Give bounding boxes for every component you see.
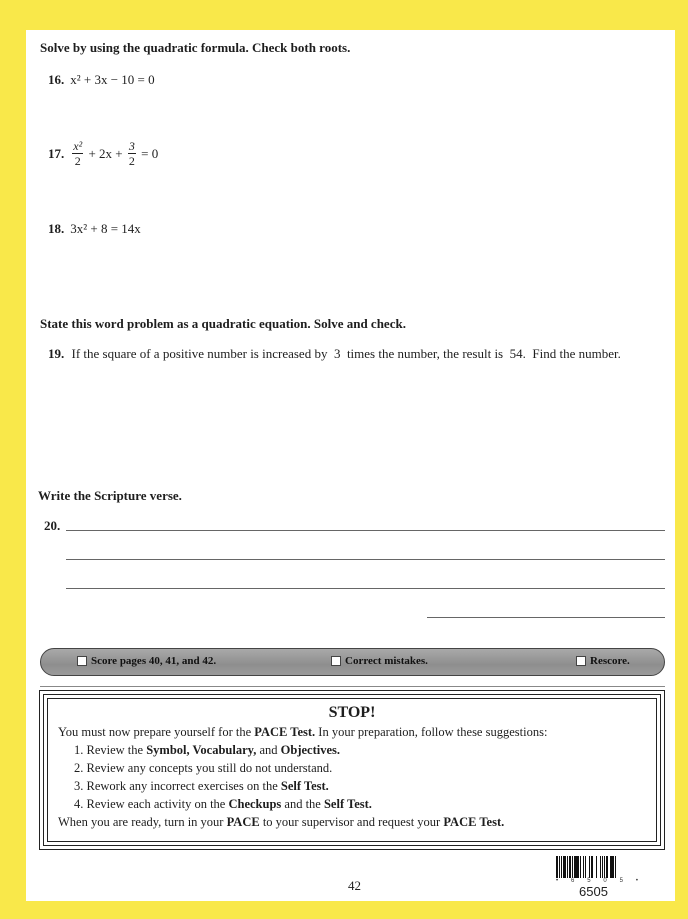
divider	[40, 686, 665, 687]
score-bar	[40, 648, 665, 676]
problem-18	[48, 221, 141, 237]
section-heading-quadratic-formula: Solve by using the quadratic formula. Check both roots.	[40, 40, 351, 55]
suggestion-item: 4. Review each activity on the Checkups and the Self Test.	[74, 797, 372, 811]
section-heading-scripture: Write the Scripture verse.	[38, 488, 182, 503]
barcode-bar	[616, 856, 618, 878]
barcode-digit: 5	[619, 878, 623, 884]
suggestion-number: 1.	[74, 743, 84, 757]
problem-number: 16.	[48, 72, 65, 87]
stop-title: STOP!	[328, 704, 376, 721]
suggestion-number: 2.	[74, 761, 84, 775]
suggestion-number: 3.	[74, 779, 84, 793]
barcode-digit: 6	[570, 878, 575, 884]
suggestion-item: 2. Review any concepts you still do not understand.	[74, 761, 333, 775]
section-heading-word-problem: State this word problem as a quadratic equation. Solve and check.	[40, 316, 406, 331]
equation-17: $\frac{\text{x²}}{2}$ + 2x + $\frac{3}{2}$ = 0	[73, 139, 159, 168]
page-number: 42	[348, 878, 361, 893]
suggestion-item: 1. Review the Symbol, Vocabulary, and Objectives.	[74, 743, 340, 757]
score-item-label: Rescore.	[590, 655, 630, 667]
product-code: 6505	[579, 884, 608, 899]
problem-19-text: If the square of a positive number is increased by 3 times the number, the result is 54. Find the number.	[71, 346, 621, 361]
barcode-digit: •	[556, 878, 559, 884]
problem-number: 17.	[48, 145, 65, 161]
score-item-correct-mistakes[interactable]	[331, 655, 428, 667]
checkbox-icon[interactable]	[576, 656, 586, 666]
problem-19	[48, 346, 621, 362]
stop-box	[39, 690, 665, 850]
problem-number: 18.	[48, 221, 65, 236]
fraction: $\frac{3}{2}$	[128, 139, 135, 168]
barcode	[556, 856, 638, 878]
score-item-label: Score pages 40, 41, and 42.	[91, 655, 217, 667]
suggestion-number: 4.	[74, 797, 84, 811]
score-item-label: Correct mistakes.	[345, 655, 428, 667]
suggestion-list	[58, 741, 646, 813]
barcode-digit: 5	[587, 878, 591, 884]
answer-line-1[interactable]	[66, 530, 665, 531]
answer-line-reference[interactable]	[427, 617, 665, 618]
checkbox-icon[interactable]	[77, 656, 87, 666]
problem-16	[48, 72, 155, 88]
problem-17	[48, 140, 158, 167]
stop-outro: When you are ready, turn in your PACE to your supervisor and request your PACE Test.	[58, 815, 505, 829]
answer-line-2[interactable]	[66, 559, 665, 560]
barcode-digit: 0	[603, 878, 607, 884]
equation-18: 3x² + 8 = 14x	[70, 221, 141, 236]
equation-16: x² + 3x − 10 = 0	[70, 72, 155, 87]
worksheet-page	[26, 30, 675, 901]
problem-number: 19.	[48, 346, 65, 361]
fraction: $\frac{\text{x²}}{2}$	[73, 139, 83, 168]
stop-intro: You must now prepare yourself for the PACE Test. In your preparation, follow these suggestions:	[58, 725, 548, 739]
problem-number-20: 20.	[44, 518, 61, 533]
score-item-score-pages[interactable]	[77, 655, 216, 667]
score-item-rescore[interactable]	[576, 655, 630, 667]
barcode-digit: •	[635, 878, 638, 884]
answer-line-3[interactable]	[66, 588, 665, 589]
checkbox-icon[interactable]	[331, 656, 341, 666]
suggestion-item: 3. Rework any incorrect exercises on the Self Test.	[74, 779, 329, 793]
